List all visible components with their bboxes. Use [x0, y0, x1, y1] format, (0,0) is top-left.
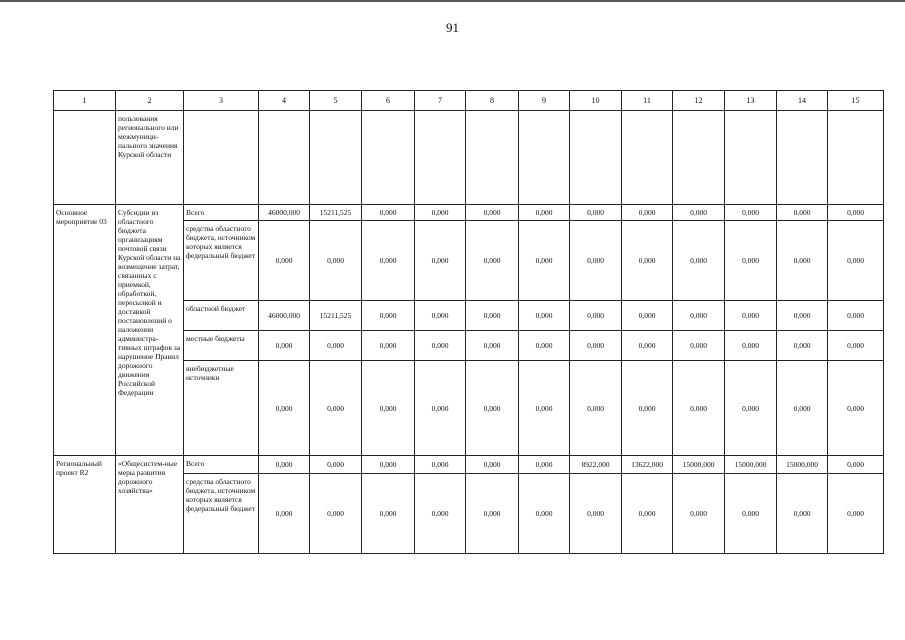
header-col-2: 2: [116, 91, 184, 111]
value-cell: 0,000: [570, 221, 622, 301]
value-cell: 0,000: [415, 456, 466, 474]
value-cell: 0,000: [466, 301, 519, 331]
value-cell: 0,000: [259, 221, 310, 301]
value-cell: 0,000: [415, 301, 466, 331]
header-col-7: 7: [415, 91, 466, 111]
value-cell: 0,000: [777, 221, 828, 301]
header-col-12: 12: [673, 91, 725, 111]
value-cell: 0,000: [673, 331, 725, 361]
value-cell: 0,000: [777, 301, 828, 331]
value-cell: 0,000: [415, 205, 466, 221]
value-cell: 0,000: [362, 456, 415, 474]
value-cell: 0,000: [570, 474, 622, 554]
value-cell: 0,000: [725, 361, 777, 456]
value-cell: 13622,000: [622, 456, 673, 474]
value-cell: 0,000: [725, 301, 777, 331]
budget-table: [53, 90, 884, 554]
value-cell: 0,000: [725, 221, 777, 301]
value-cell: 0,000: [519, 361, 570, 456]
r2-row-total: [54, 456, 884, 474]
value-cell: 0,000: [828, 361, 884, 456]
value-cell: 0,000: [519, 474, 570, 554]
value-cell: 0,000: [570, 301, 622, 331]
header-col-13: 13: [725, 91, 777, 111]
value-cell: 8922,000: [570, 456, 622, 474]
value-cell: 0,000: [777, 205, 828, 221]
value-cell: 0,000: [415, 474, 466, 554]
value-cell: 0,000: [725, 474, 777, 554]
event03-col2: Субсидии из областного бюджета организациям почтовой связи Курской области на возмещение затрат, связанных с приемкой, обработкой, пересылкой и доставкой постановлений о наложении администра-тивных штрафов за нарушение Правил дорожного движения Российской Федерации: [116, 205, 184, 456]
r2-col2: «Общесистем-ные меры развития дорожного хозяйства»: [116, 456, 184, 554]
scan-top-edge: [0, 0, 905, 2]
value-cell: 0,000: [259, 331, 310, 361]
value-cell: 0,000: [519, 301, 570, 331]
value-cell: 0,000: [466, 221, 519, 301]
value-cell: 0,000: [466, 331, 519, 361]
value-cell: 15000,000: [673, 456, 725, 474]
value-cell: 0,000: [828, 205, 884, 221]
value-cell: 0,000: [415, 221, 466, 301]
header-col-4: 4: [259, 91, 310, 111]
header-col-10: 10: [570, 91, 622, 111]
row-label: средства областного бюджета, источником которых является федеральный бюджет: [184, 474, 259, 554]
header-col-3: 3: [184, 91, 259, 111]
value-cell: 0,000: [362, 361, 415, 456]
row-label: местные бюджеты: [184, 331, 259, 361]
value-cell: 0,000: [828, 221, 884, 301]
value-cell: 0,000: [673, 221, 725, 301]
value-cell: 0,000: [777, 361, 828, 456]
value-cell: 0,000: [828, 331, 884, 361]
r2-col1: Региональный проект R2: [54, 456, 116, 554]
value-cell: 0,000: [415, 331, 466, 361]
value-cell: 0,000: [519, 221, 570, 301]
row-label: Всего: [184, 456, 259, 474]
value-cell: 0,000: [466, 474, 519, 554]
header-row: [54, 91, 884, 111]
value-cell: 0,000: [673, 205, 725, 221]
value-cell: 0,000: [519, 456, 570, 474]
value-cell: 0,000: [362, 331, 415, 361]
row-label: областной бюджет: [184, 301, 259, 331]
value-cell: 15000,000: [725, 456, 777, 474]
value-cell: 0,000: [828, 301, 884, 331]
row-label: внебюджетные источники: [184, 361, 259, 456]
value-cell: 0,000: [725, 205, 777, 221]
continuation-row: [54, 111, 884, 205]
row-label: средства областного бюджета, источником которых является федеральный бюджет: [184, 221, 259, 301]
event03-col1: Основное мероприятие 03: [54, 205, 116, 456]
header-col-1: 1: [54, 91, 116, 111]
header-col-5: 5: [310, 91, 362, 111]
header-col-9: 9: [519, 91, 570, 111]
header-col-14: 14: [777, 91, 828, 111]
value-cell: 0,000: [259, 456, 310, 474]
value-cell: 15000,000: [777, 456, 828, 474]
value-cell: 0,000: [570, 361, 622, 456]
continuation-col1: [54, 111, 116, 205]
value-cell: 0,000: [622, 331, 673, 361]
value-cell: 0,000: [259, 361, 310, 456]
value-cell: 0,000: [310, 361, 362, 456]
value-cell: 0,000: [310, 474, 362, 554]
value-cell: 0,000: [362, 221, 415, 301]
value-cell: 0,000: [777, 474, 828, 554]
value-cell: 0,000: [362, 474, 415, 554]
value-cell: 0,000: [519, 331, 570, 361]
value-cell: 15211,525: [310, 205, 362, 221]
value-cell: 0,000: [570, 331, 622, 361]
value-cell: 46000,000: [259, 301, 310, 331]
value-cell: 0,000: [777, 331, 828, 361]
value-cell: 0,000: [622, 205, 673, 221]
value-cell: 46000,000: [259, 205, 310, 221]
value-cell: 0,000: [622, 361, 673, 456]
value-cell: 0,000: [673, 301, 725, 331]
value-cell: 0,000: [415, 361, 466, 456]
value-cell: 0,000: [310, 221, 362, 301]
page-number: 91: [446, 20, 459, 35]
value-cell: 0,000: [622, 474, 673, 554]
header-col-11: 11: [622, 91, 673, 111]
value-cell: 0,000: [519, 205, 570, 221]
value-cell: 0,000: [622, 301, 673, 331]
value-cell: 0,000: [310, 456, 362, 474]
row-label: Всего: [184, 205, 259, 221]
value-cell: 0,000: [466, 361, 519, 456]
value-cell: 0,000: [466, 205, 519, 221]
value-cell: 0,000: [622, 221, 673, 301]
value-cell: 0,000: [673, 361, 725, 456]
value-cell: 0,000: [310, 331, 362, 361]
value-cell: 0,000: [362, 301, 415, 331]
value-cell: 0,000: [362, 205, 415, 221]
continuation-col2: пользования регионального или межмуници-пального значения Курской области: [116, 111, 184, 205]
value-cell: 0,000: [570, 205, 622, 221]
value-cell: 0,000: [466, 456, 519, 474]
value-cell: 0,000: [725, 331, 777, 361]
header-col-6: 6: [362, 91, 415, 111]
value-cell: 15211,525: [310, 301, 362, 331]
event03-row-total: [54, 205, 884, 221]
header-col-15: 15: [828, 91, 884, 111]
value-cell: 0,000: [673, 474, 725, 554]
header-col-8: 8: [466, 91, 519, 111]
value-cell: 0,000: [828, 456, 884, 474]
value-cell: 0,000: [259, 474, 310, 554]
value-cell: 0,000: [828, 474, 884, 554]
